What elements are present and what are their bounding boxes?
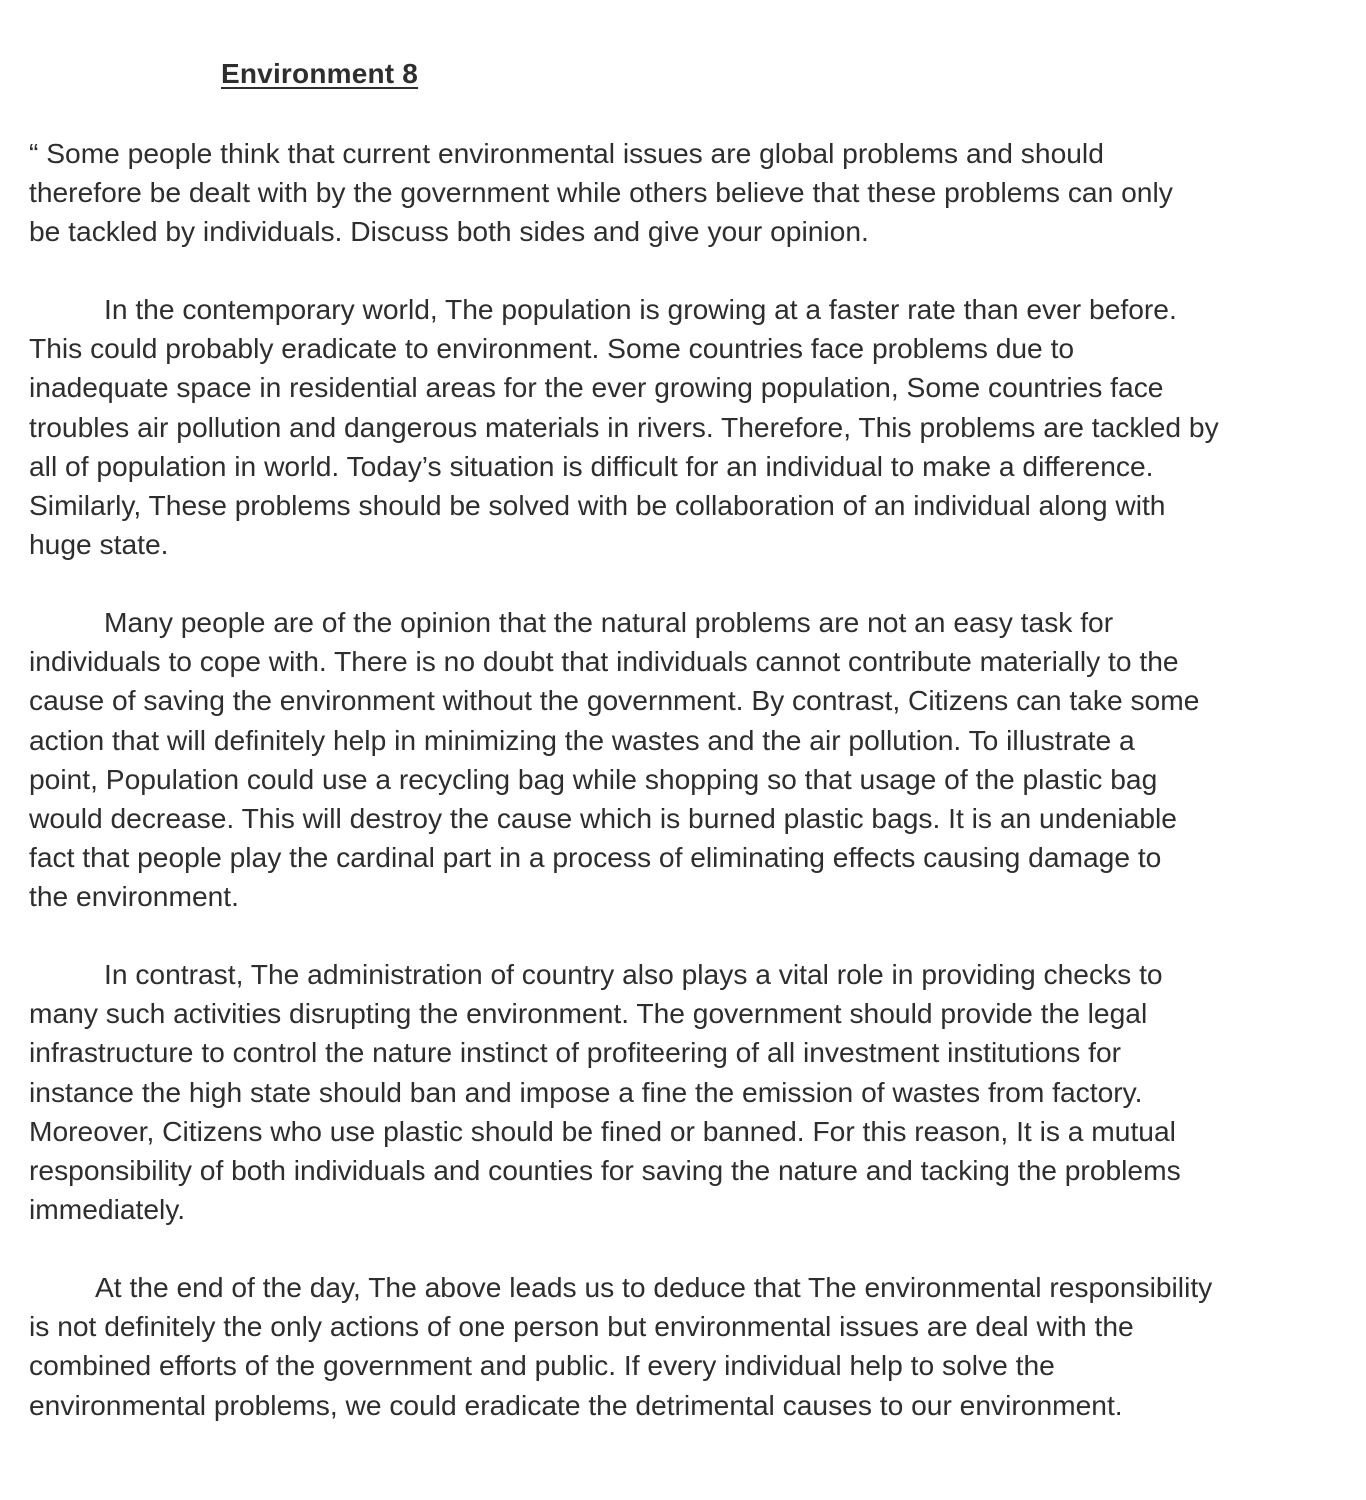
paragraph-line: huge state. [29, 528, 169, 561]
paragraph-line: would decrease. This will destroy the cause which is burned plastic bags. It is an undeniable [29, 802, 1177, 835]
paragraph-line: troubles air pollution and dangerous materials in rivers. Therefore, This problems are tackled by [29, 410, 1219, 443]
paragraph-conclusion [29, 1268, 1347, 1425]
document-title: Environment 8 [221, 58, 419, 89]
paragraph-line: At the end of the day, The above leads us to deduce that The environmental responsibility [95, 1271, 1213, 1303]
paragraph-line: immediately. [29, 1193, 186, 1226]
prompt-line: “ Some people think that current environmental issues are global problems and should [29, 137, 1104, 169]
paragraph-line: infrastructure to control the nature instinct of profiteering of all investment institutions for [29, 1036, 1122, 1069]
paragraph-line: In the contemporary world, The population is growing at a faster rate than ever before. [104, 293, 1177, 325]
paragraph-line: instance the high state should ban and impose a fine the emission of wastes from factory. [29, 1075, 1143, 1108]
paragraph-line: cause of saving the environment without the government. By contrast, Citizens can take some [29, 684, 1200, 717]
paragraph-line: many such activities disrupting the environment. The government should provide the legal [29, 997, 1148, 1030]
paragraph-line: responsibility of both individuals and counties for saving the nature and tacking the problems [29, 1154, 1181, 1187]
paragraph-line: individuals to cope with. There is no doubt that individuals cannot contribute materially to the [29, 645, 1179, 678]
paragraph-line: fact that people play the cardinal part in a process of eliminating effects causing damage to [29, 841, 1162, 874]
paragraph-line: point, Population could use a recycling bag while shopping so that usage of the plastic bag [29, 762, 1158, 795]
paragraph-line: all of population in world. Today’s situation is difficult for an individual to make a difference. [29, 449, 1154, 482]
paragraph-introduction [29, 290, 1347, 564]
paragraph-government [29, 955, 1347, 1229]
paragraph-line: In contrast, The administration of country also plays a vital role in providing checks to [104, 958, 1163, 990]
prompt-line: be tackled by individuals. Discuss both sides and give your opinion. [29, 215, 869, 248]
prompt-line: therefore be dealt with by the government while others believe that these problems can only [29, 176, 1173, 209]
paragraph-line: inadequate space in residential areas for the ever growing population, Some countries face [29, 371, 1164, 404]
paragraph-line: Similarly, These problems should be solved with be collaboration of an individual along with [29, 489, 1166, 522]
paragraph-line: environmental problems, we could eradicate the detrimental causes to our environment. [29, 1388, 1123, 1421]
paragraph-line: This could probably eradicate to environment. Some countries face problems due to [29, 332, 1075, 365]
essay-prompt [29, 134, 1347, 252]
paragraph-line: Many people are of the opinion that the natural problems are not an easy task for [104, 606, 1114, 638]
paragraph-line: combined efforts of the government and public. If every individual help to solve the [29, 1349, 1055, 1382]
paragraph-line: is not definitely the only actions of one person but environmental issues are deal with the [29, 1310, 1134, 1343]
paragraph-line: the environment. [29, 880, 239, 913]
paragraph-line: Moreover, Citizens who use plastic should be fined or banned. For this reason, It is a mutual [29, 1114, 1176, 1147]
paragraph-line: action that will definitely help in minimizing the wastes and the air pollution. To illustrate a [29, 723, 1135, 756]
paragraph-individuals [29, 603, 1347, 917]
